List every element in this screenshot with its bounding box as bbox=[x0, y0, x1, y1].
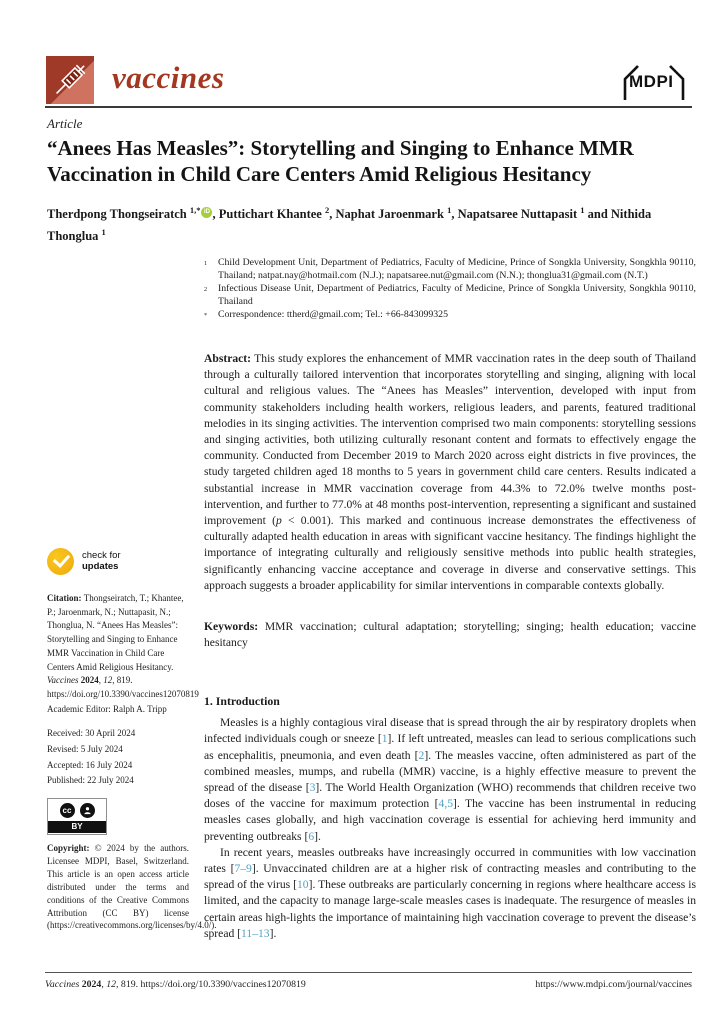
journal-name: vaccines bbox=[112, 60, 225, 95]
affiliation-marker: * bbox=[204, 311, 208, 319]
article-type-label: Article bbox=[47, 116, 83, 131]
affiliation-row bbox=[204, 283, 696, 309]
section-heading-introduction: 1. Introduction bbox=[204, 694, 280, 708]
affiliation-text: Child Development Unit, Department of Pediatrics, Faculty of Medicine, Prince of Songkla University, Songkhla 90110, Thailand; natpat.nay@hotmail.com (N.J.); napatsaree.nut@gmail.com (N.N.); thonglua31@gmail.com (N.T.) bbox=[218, 257, 696, 281]
affiliation-marker: 2 bbox=[204, 285, 208, 293]
author-name: Therdpong Thongseiratch bbox=[47, 207, 190, 222]
author-affiliation-marker: 1,* bbox=[189, 205, 201, 215]
syringe-icon bbox=[46, 56, 94, 104]
author-name: Naphat Jaroenmark bbox=[335, 207, 448, 222]
affiliation-marker: 1 bbox=[204, 260, 208, 267]
check-icon bbox=[47, 548, 74, 575]
keywords bbox=[204, 619, 696, 651]
date-line: Published: 22 July 2024 bbox=[47, 775, 134, 786]
author-affiliation-marker: 1 bbox=[447, 205, 452, 215]
reference-link[interactable]: 10 bbox=[296, 878, 309, 892]
copyright-notice bbox=[47, 842, 217, 932]
mdpi-logo-text: MDPI bbox=[629, 72, 674, 91]
author-affiliation-marker: 1 bbox=[101, 227, 106, 238]
header-divider bbox=[45, 106, 692, 108]
journal-logo bbox=[46, 56, 94, 104]
reference-link[interactable]: 7–9 bbox=[234, 862, 252, 876]
keywords-label: Keywords: bbox=[204, 620, 259, 633]
intro-paragraph-1: Measles is a highly contagious viral disease that is spread through the air by respiratory droplets when infected individuals cough or sneeze [1]. If left untreated, measles can lead to serious complications such as encephalitis, pneumonia, and even death [2]. The measles vaccine, often administered as part of the combined measles, mumps, and rubella (MMR) vaccine, is a highly effective measure to prevent the spread of the disease [3]. The World Health Organization (WHO) recommends that children receive two doses of the vaccine for maximum protection [4,5]. The vaccine has been instrumental in reducing measles cases globally, and high vaccination coverage is essential for achieving herd immunity and preventing outbreaks [6]. bbox=[204, 716, 697, 843]
author-list: Therdpong Thongseiratch $^{1,*}$ iD , Puttichart Khantee $^2$, Naphat Jaroenmark $^1$, Napatsaree Nuttapasit $^1$ and Nithida Thonglua $^1$ bbox=[47, 205, 652, 244]
cc-icon: cc bbox=[60, 803, 75, 818]
intro-paragraph-2: In recent years, measles outbreaks have increasingly occurred in communities with low vaccination rates [7–9]. Unvaccinated children are at a higher risk of contracting measles and contributing to the spread of the virus [10]. These outbreaks are particularly concerning in regions where healthcare access is limited, and the capacity to manage large-scale measles cases is inadequate. The resurgence of measles in certain areas high-lights the importance of maintaining high vaccination coverage to prevent the disease’s spread [11–13]. bbox=[204, 845, 696, 940]
mdpi-logo bbox=[618, 64, 690, 102]
academic-editor: Academic Editor: Ralph A. Tripp bbox=[47, 704, 167, 714]
abstract-text: This study explores the enhancement of MMR vaccination rates in the deep south of Thailand through a culturally tailored intervention that incorporates storytelling and singing, aligning with local cultural and religious values. The “Anees has Measles” intervention, developed with input from community stakeholders including health workers, religious leaders, and parents, featured traditional melodies in its singing activities. The intervention comprised two main components: storytelling sessions and singing activities, both utilizing culturally resonant content and formats to effectively engage the community. Conducted from December 2019 to March 2020 across eight districts in five provinces, the study targeted children aged 18 months to 5 years in government child care centers. Results indicated a substantial increase in MMR vaccination coverage from 44.3% to 72.0% twelve months post-intervention, and further to 77.0% at 48 months post-intervention, representing a significant and sustained improvement (p < 0.001). This marked and continuous increase demonstrates the effectiveness of culturally adapted health education in areas with significant vaccine hesitancy. The findings highlight the importance of integrating culturally and religiously sensitive methods into public health strategies, significantly enhancing vaccine acceptance and coverage in diverse and conservative settings. This approach suggests a broader applicability for similar interventions in comparable contexts globally. bbox=[204, 352, 696, 592]
copyright-text: © 2024 by the authors. Licensee MDPI, Basel, Switzerland. This article is an open access article distributed under the terms and conditions of the Creative Commons Attribution (CC BY) license (https://creativecommons.org/licenses/by/4.0/). bbox=[47, 843, 217, 931]
reference-link[interactable]: 11–13 bbox=[241, 926, 270, 940]
author-affiliation-marker: 2 bbox=[324, 205, 330, 215]
reference-link[interactable]: 3 bbox=[309, 781, 316, 795]
check-for-updates-badge[interactable] bbox=[47, 548, 167, 578]
author-name: Puttichart Khantee bbox=[218, 207, 325, 222]
author-name: Napatsaree Nuttapasit bbox=[457, 207, 581, 222]
reference-link[interactable]: 2 bbox=[418, 748, 425, 762]
article-history-dates bbox=[47, 726, 189, 789]
reference-link[interactable]: 6 bbox=[308, 829, 315, 843]
date-line: Received: 30 April 2024 bbox=[47, 728, 136, 738]
footer-citation-link[interactable]: Vaccines 2024, 12, 819. https://doi.org/10.3390/vaccines12070819 bbox=[45, 979, 306, 990]
keywords-text: MMR vaccination; cultural adaptation; storytelling; singing; health education; vaccine hesitancy bbox=[204, 620, 696, 650]
person-icon bbox=[80, 803, 95, 818]
citation-block bbox=[47, 592, 199, 702]
affiliations bbox=[204, 257, 696, 325]
reference-link[interactable]: 4,5 bbox=[438, 797, 454, 811]
date-line: Revised: 5 July 2024 bbox=[47, 743, 123, 754]
affiliation-row bbox=[204, 257, 696, 283]
copyright-label: Copyright: bbox=[47, 843, 95, 853]
footer-divider bbox=[45, 972, 692, 973]
body-column bbox=[204, 693, 696, 942]
cc-by-label: BY bbox=[48, 821, 106, 833]
affiliation-row bbox=[204, 309, 696, 325]
date-line: Accepted: 16 July 2024 bbox=[47, 759, 133, 770]
author-affiliation-marker: 1 bbox=[580, 205, 585, 215]
citation-label: Citation: bbox=[47, 593, 84, 603]
page-title: “Anees Has Measles”: Storytelling and Singing to Enhance MMR Vaccination in Child Care Centers Amid Religious Hesitancy bbox=[47, 136, 634, 186]
abstract-label: Abstract: bbox=[204, 352, 252, 365]
check-for-updates-label: check for updates bbox=[82, 550, 121, 572]
affiliation-text: Correspondence: ttherd@gmail.com; Tel.: +66-843099325 bbox=[218, 308, 448, 320]
abstract bbox=[204, 351, 696, 594]
author-name: Nithida Thonglua bbox=[47, 207, 652, 244]
citation-text: Thongseiratch, T.; Khantee, P.; Jaroenmark, N.; Nuttapasit, N.; Thonglua, N. “Anees Has Measles”: Storytelling and Singing to Enhance MMR Vaccination in Child Care Centers Amid Religious Hesitancy. Vaccines 2024, 12, 819. https://doi.org/10.3390/vaccines12070819 bbox=[47, 593, 199, 699]
reference-link[interactable]: 1 bbox=[381, 732, 388, 746]
affiliation-text: Infectious Disease Unit, Department of Pediatrics, Faculty of Medicine, Prince of Songkla University, Songkhla 90110, Thailand bbox=[218, 282, 696, 307]
cc-by-license-badge[interactable] bbox=[47, 798, 107, 835]
orcid-icon[interactable]: iD bbox=[201, 207, 212, 218]
footer-journal-url[interactable]: https://www.mdpi.com/journal/vaccines bbox=[535, 979, 692, 990]
